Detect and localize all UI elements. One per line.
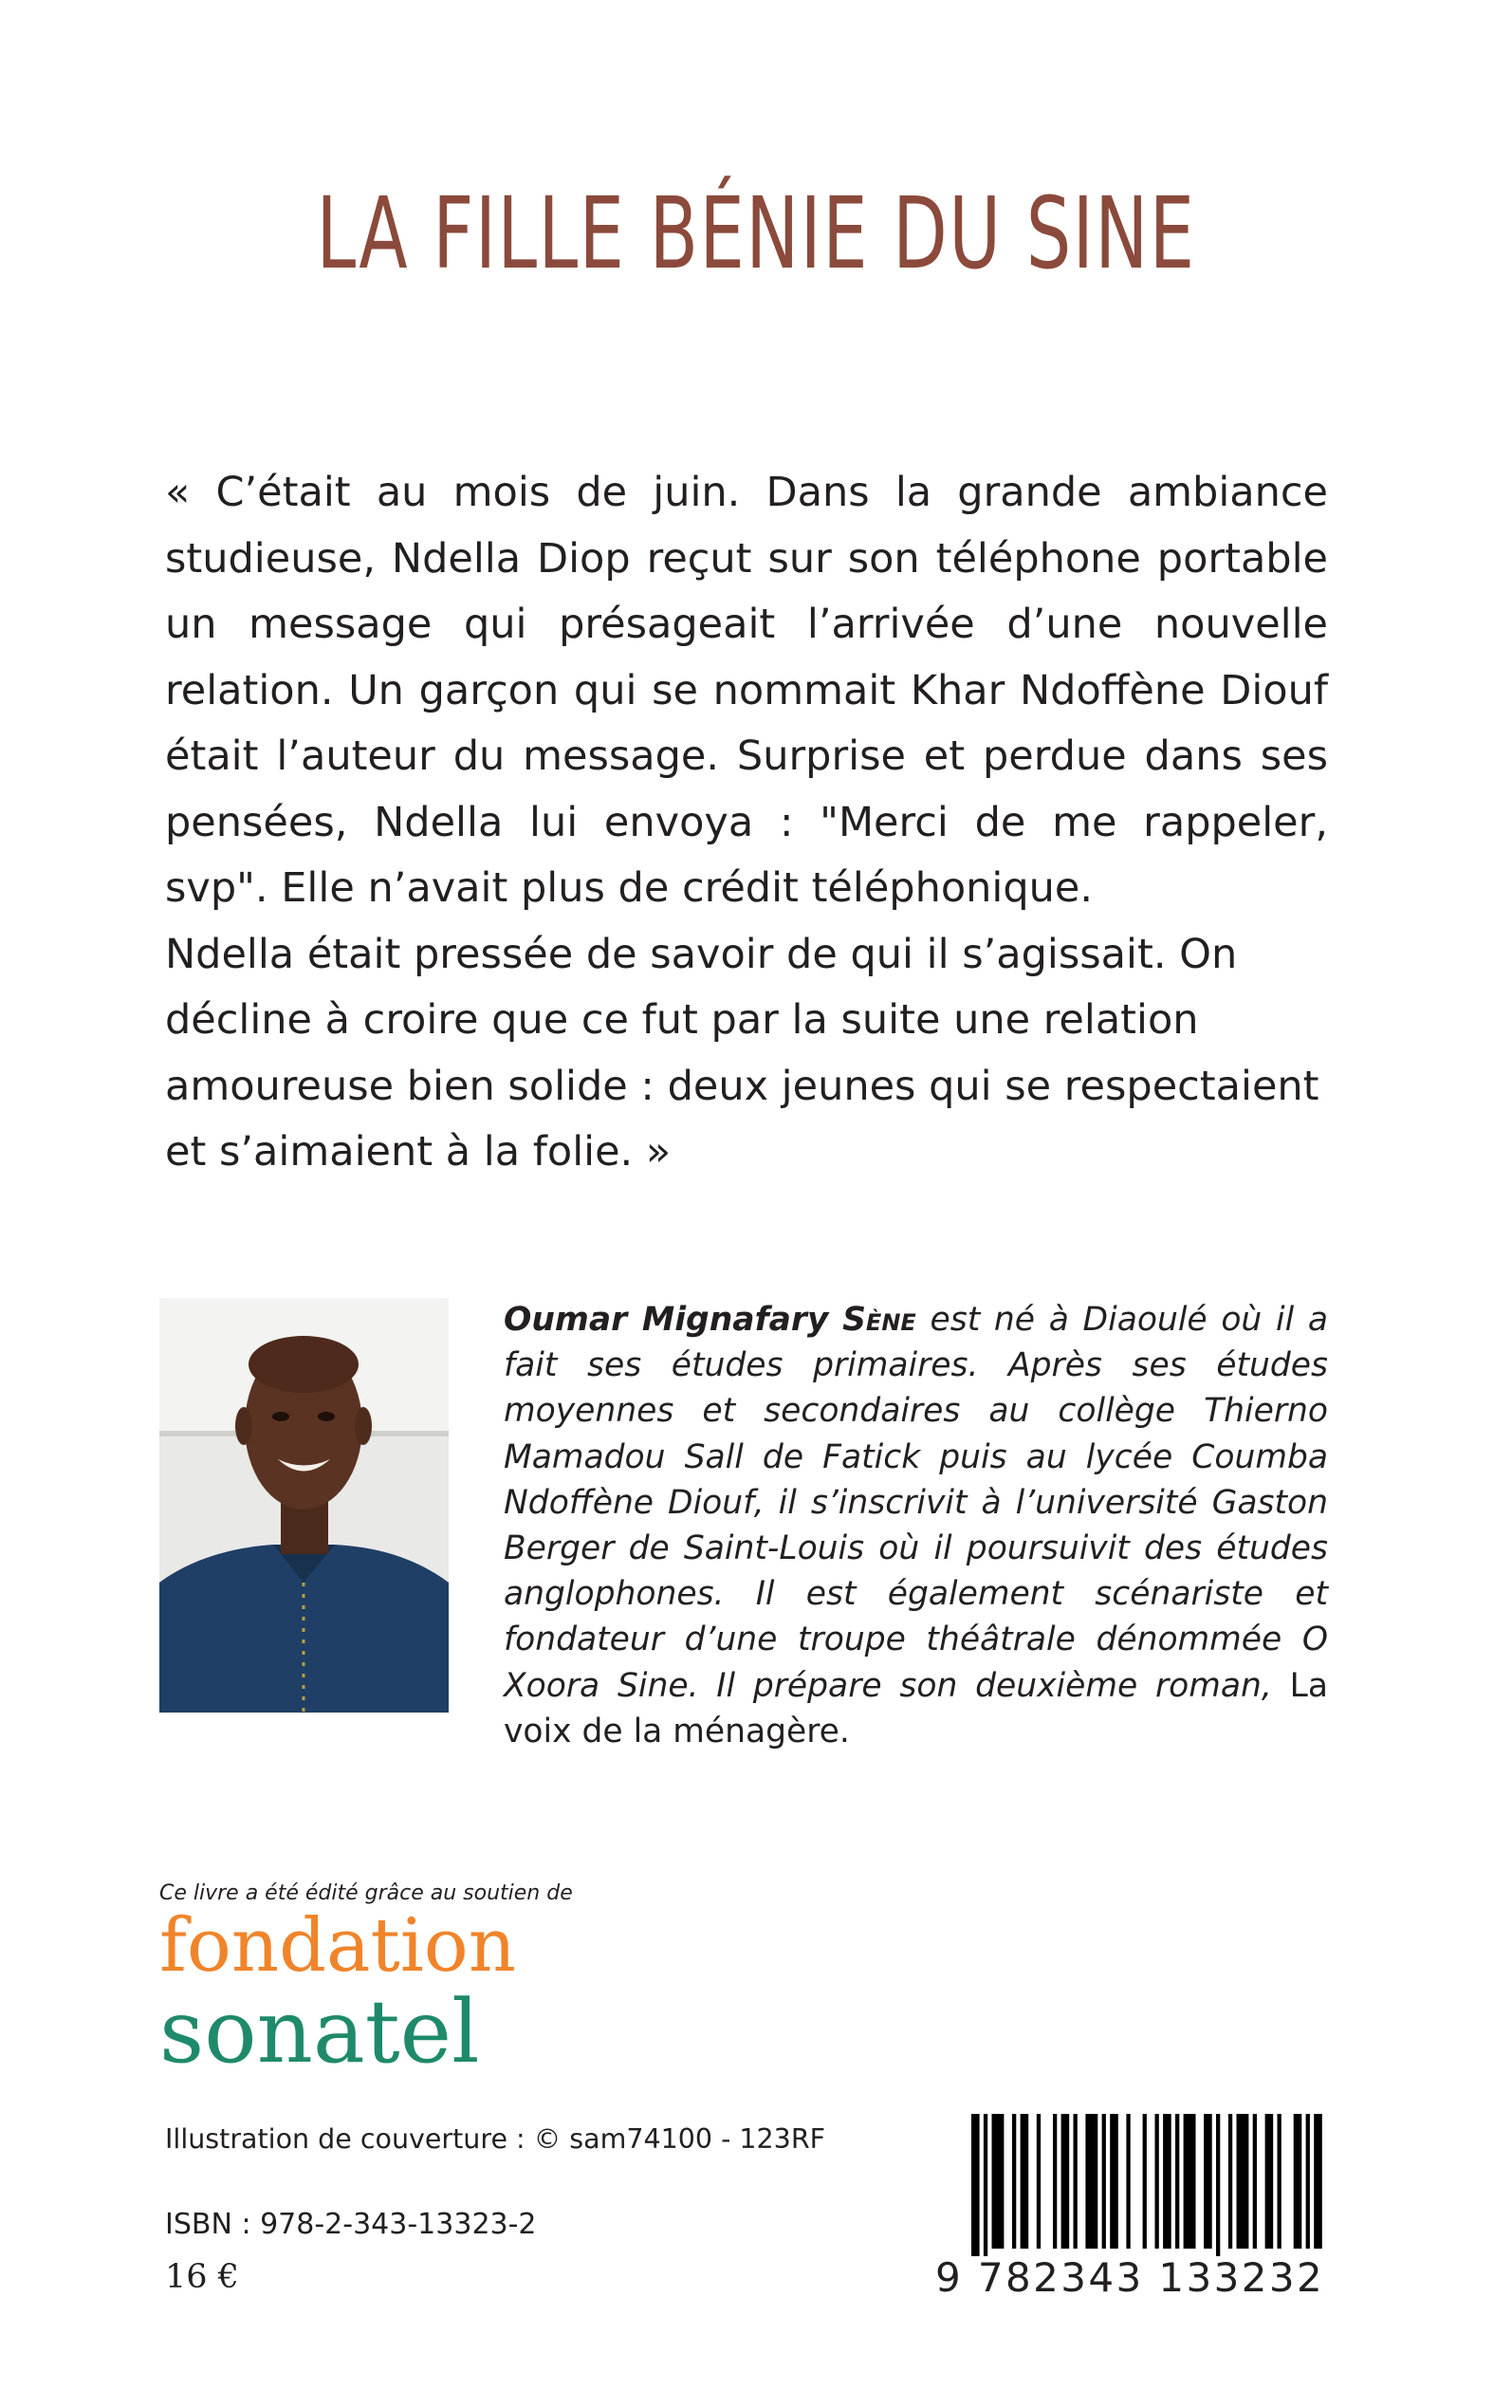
- barcode-bar: [1294, 2114, 1302, 2249]
- barcode-bar: [1237, 2114, 1249, 2249]
- barcode-bar: [1314, 2114, 1322, 2249]
- barcode-bar: [1175, 2114, 1179, 2249]
- barcode-bar: [1163, 2114, 1171, 2249]
- barcode-bar: [1204, 2114, 1212, 2249]
- barcode-bar: [1228, 2114, 1232, 2249]
- barcode-bar: [1278, 2114, 1282, 2249]
- barcode-bar: [1012, 2114, 1016, 2249]
- barcode-bar: [992, 2114, 1005, 2249]
- barcode-bar: [1037, 2114, 1041, 2249]
- barcode-bar: [1053, 2114, 1057, 2249]
- blurb-paragraph: Ndella était pressée de savoir de qui il s’agissait. On décline à croire que ce fut par la suite une relation amoureuse bien solide : deux jeunes qui se respectaient et s’aimaient à la folie. »: [165, 930, 1319, 1176]
- blurb-paragraph: « C’était au mois de juin. Dans la grande ambiance studieuse, Ndella Diop reçut sur son téléphone portable un message qui présageait l’arrivée d’une nouvelle relation. Un garçon qui se nommait Khar Ndoffène Diouf était l’auteur du message. Surprise et perdue dans ses pensées, Ndella lui envoya : "Merci de me rappeler, svp". Elle n’avait plus de crédit téléphonique.: [165, 469, 1328, 912]
- author-biography: [504, 1297, 1328, 1754]
- next-book-title: La voix de la ménagère.: [504, 1666, 1328, 1750]
- barcode-bar: [1253, 2114, 1257, 2249]
- barcode-bar: [1143, 2114, 1147, 2249]
- book-title: LA FILLE BÉNIE DU SINE: [316, 176, 1196, 291]
- barcode-bar: [971, 2114, 980, 2256]
- barcode-bar: [984, 2114, 987, 2256]
- author-bio-text: est né à Diaoulé où il a fait ses études primaires. Après ses études moyennes et secondaires au collège Thierno Mamadou Sall de Fatick puis au lycée Coumba Ndoffène Diouf, il s’inscrivit à l’université Gaston Berger de Saint-Louis où il poursuivit des études anglophones. Il est également scénariste et fondateur d’une troupe théâtrale dénommée O Xoora Sine. Il prépare son deuxième roman,: [504, 1301, 1329, 1705]
- barcode-bar: [1184, 2114, 1196, 2249]
- barcode-bar: [1155, 2114, 1159, 2249]
- barcode-bar: [1216, 2114, 1220, 2256]
- author-photo: [159, 1298, 449, 1713]
- barcode-bar: [1306, 2114, 1310, 2249]
- barcode-bar: [1102, 2114, 1106, 2249]
- fondation-logo-line1: fondation: [159, 1903, 516, 1989]
- barcode-bar: [1061, 2114, 1070, 2249]
- barcode-bar: [1265, 2114, 1274, 2249]
- price: 16 €: [165, 2258, 239, 2296]
- isbn: ISBN : 978-2-343-13323-2: [165, 2208, 537, 2241]
- barcode-bar: [1126, 2114, 1130, 2249]
- author-surname: Sène: [842, 1301, 916, 1339]
- barcode-bar: [1110, 2114, 1118, 2249]
- barcode-bar: [1021, 2114, 1029, 2249]
- barcode-bar: [1085, 2114, 1097, 2249]
- fondation-logo-line2: sonatel: [159, 1981, 480, 2083]
- barcode-digits: 9 782343 133232: [935, 2254, 1325, 2301]
- back-cover-blurb: [165, 460, 1328, 1186]
- support-note: Ce livre a été édité grâce au soutien de: [159, 1881, 573, 1905]
- barcode-bar: [1074, 2114, 1078, 2249]
- cover-illustration-credit: Illustration de couverture : © sam74100 - 123RF: [165, 2123, 826, 2155]
- author-first-names: Oumar Mignafary: [504, 1301, 829, 1339]
